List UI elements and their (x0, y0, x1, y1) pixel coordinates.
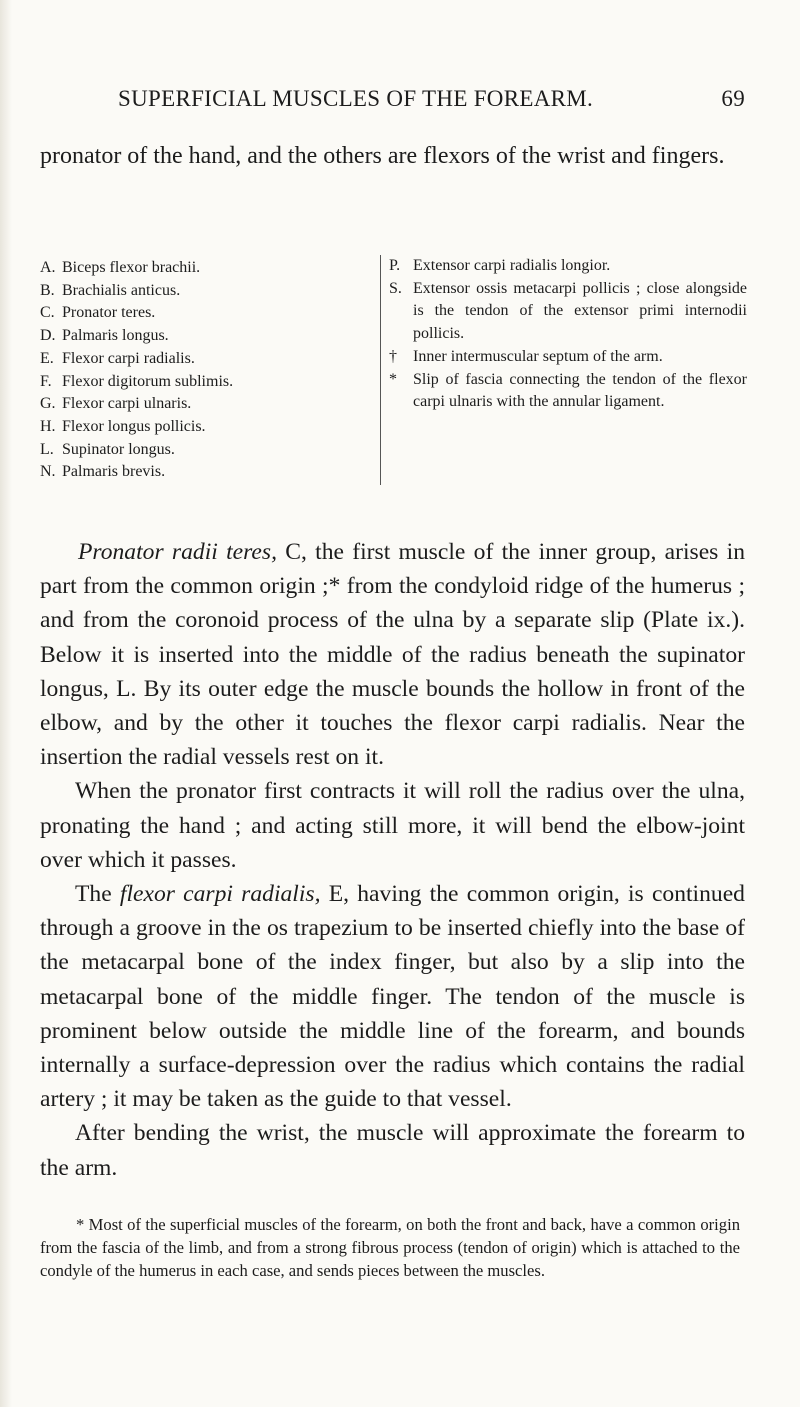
legend-text: Brachialis anticus. (62, 281, 181, 299)
legend-key: B. (40, 281, 55, 299)
legend-item (40, 371, 350, 394)
term-pronator-radii-teres: Pronator radii teres, (78, 539, 277, 565)
legend-text: Flexor digitorum sublimis. (62, 372, 234, 390)
dagger-icon: † (389, 347, 397, 365)
legend-item (40, 280, 350, 303)
legend-item (389, 369, 747, 414)
legend-item (40, 257, 350, 280)
legend-item (40, 439, 350, 462)
legend-key: N. (40, 463, 56, 481)
paragraph-flexor-action (40, 1116, 745, 1184)
legend-text: Pronator teres. (62, 304, 156, 322)
legend-text: Flexor carpi radialis. (62, 349, 195, 367)
paragraph-text: E, having the common origin, is continued through a groove in the os trapezium to be inserted chiefly into the base of the metacarpal bone of the index finger, but also by a slip into the metacarpal bone of the middle finger. The tendon of the muscle is prominent below outside the middle line of the forearm, and bounds internally a surface-depression over the radius which contains the radial artery ; it may be taken as the guide to that vessel. (40, 881, 745, 1113)
legend-key: S. (389, 279, 402, 297)
legend-item (40, 325, 350, 348)
paragraph-text: C, the first muscle of the inner group, arises in part from the common origin ;* from the condyloid ridge of the humerus ; and from the coronoid process of the ulna by a separate slip (Plate ix.). Below it is inserted into the middle of the radius beneath the supinator longus, L. By its outer edge the muscle bounds the hollow in front of the elbow, and by the other it touches the flexor carpi radialis. Near the insertion the radial vessels rest on it. (40, 539, 745, 771)
legend-item (40, 348, 350, 371)
legend-text: Slip of fascia connecting the tendon of the flexor carpi ulnaris with the annular ligament. (413, 370, 747, 411)
legend-item (40, 461, 350, 484)
legend-key: C. (40, 304, 55, 322)
legend-text: Extensor carpi radialis longior. (413, 257, 611, 274)
legend-item (389, 346, 747, 369)
legend-key: G. (40, 395, 56, 413)
figure-legend-right (380, 255, 747, 485)
page-spine-shadow (0, 0, 12, 1407)
legend-item (389, 278, 747, 346)
asterisk-icon: * (389, 370, 397, 388)
running-header (40, 86, 745, 116)
legend-text: Palmaris brevis. (62, 463, 166, 481)
paragraph-lead: The (75, 881, 120, 908)
legend-key: E. (40, 349, 54, 367)
running-title: SUPERFICIAL MUSCLES OF THE FOREARM. (118, 86, 594, 111)
legend-text: Flexor carpi ulnaris. (62, 395, 192, 413)
legend-text: Supinator longus. (62, 440, 175, 458)
legend-item (40, 393, 350, 416)
legend-key: F. (40, 372, 52, 390)
legend-item (389, 255, 747, 278)
paragraph-flexor-carpi-radialis (40, 877, 745, 1116)
term-flexor-carpi-radialis: flexor carpi radialis, (119, 881, 321, 908)
paragraph-text: When the pronator first contracts it will roll the radius over the ulna, pronating the hand ; and acting still more, it will bend the elbow-joint over which it passes. (40, 778, 745, 873)
legend-key: H. (40, 417, 56, 435)
intro-text: pronator of the hand, and the others are flexors of the wrist and fingers. (40, 143, 725, 169)
page-number: 69 (721, 86, 745, 111)
footnote: * Most of the superficial muscles of the forearm, on both the front and back, have a common origin from the fascia of the limb, and from a strong fibrous process (tendon of origin) which is attached to the condyle of the humerus in each case, and sends pieces between the muscles. (40, 1215, 740, 1280)
body-text (40, 535, 745, 1185)
legend-key: L. (40, 440, 54, 458)
legend-text: Inner intermuscular septum of the arm. (413, 347, 663, 365)
legend-item (40, 416, 350, 439)
paragraph-pronator-teres (40, 535, 745, 774)
legend-text: Flexor longus pollicis. (62, 417, 206, 435)
legend-key: P. (389, 257, 401, 274)
legend-text: Biceps flexor brachii. (62, 259, 201, 276)
legend-item (40, 302, 350, 325)
legend-text: Palmaris longus. (62, 327, 169, 345)
figure-legend-left (40, 257, 350, 484)
legend-key: A. (40, 259, 56, 276)
paragraph-pronator-action (40, 774, 745, 877)
paragraph-text: After bending the wrist, the muscle will approximate the forearm to the arm. (40, 1120, 745, 1181)
legend-text: Extensor ossis metacarpi pollicis ; close alongside is the tendon of the extensor primi internodii pollicis. (413, 279, 747, 343)
legend-key: D. (40, 327, 56, 345)
